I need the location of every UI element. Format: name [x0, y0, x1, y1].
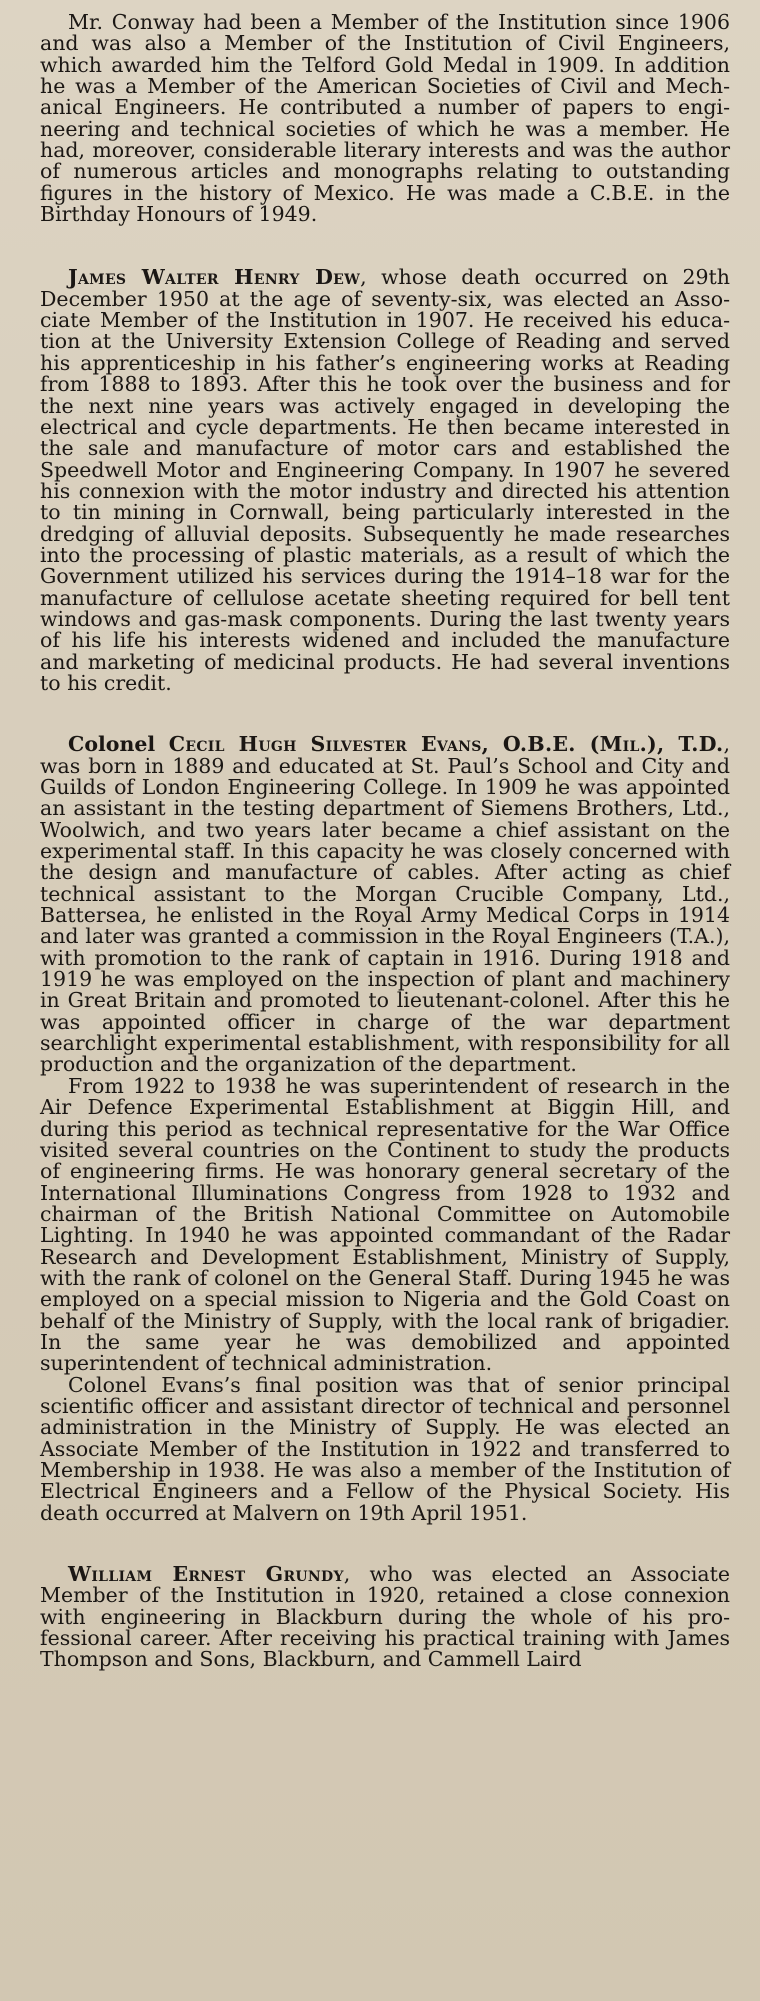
paragraph: [40, 267, 730, 694]
entry-separator: [40, 694, 730, 734]
text-column: [40, 12, 730, 1671]
paragraph: [40, 734, 730, 1076]
paragraph: [40, 1564, 730, 1671]
paragraph-text: , who was elected an Associate Member of the Institution in 1920, retained a close connexion with engineering in Blackburn during the whole of his professional career. After receiving his practical training with James Thompson and Sons, Blackburn, and Cammell Laird: [40, 1562, 731, 1672]
paragraph: [40, 12, 730, 225]
paragraph: [40, 1073, 730, 1376]
entry-separator: [40, 1524, 730, 1564]
paragraph-text: , whose death occurred on 29th December 1950 at the age of seventy-six, was elected an Associate Member of the Institution in 1907. He received his education at the University Extension College of Reading and served his apprenticeship in his father’s engineering works at Reading from 1888 to 1893. After this he took over the business and for the next nine years was actively engaged in developing the electrical and cycle departments. He then became interested in the sale and manufacture of motor cars and established the Speedwell Motor and Engineering Company. In 1907 he severed his connexion with the motor industry and directed his attention to tin mining in Cornwall, being particularly interested in the dredging of alluvial deposits. Subsequently he made researches into the processing of plastic materials, as a result of which the Government utilized his services during the 1914–18 war for the manufacture of cellulose acetate sheeting required for bell tent windows and gas-mask components. During the last twenty years of his life his interests widened and included the manufacture and marketing of medicinal products. He had several inventions to his credit.: [40, 265, 730, 695]
paragraph-text: Mr. Conway had been a Member of the Institution since 1906 and was also a Member of the Institution of Civil Engineers, which awarded him the Telford Gold Medal in 1909. In addition he was a Member of the American Societies of Civil and Mechanical Engineers. He contributed a number of papers to engineering and technical societies of which he was a member. He had, moreover, considerable literary interests and was the author of numerous articles and monographs relating to outstanding figures in the history of Mexico. He was made a C.B.E. in the Birthday Honours of 1949.: [40, 10, 730, 227]
paragraph-text: , was born in 1889 and educated at St. Paul’s School and City and Guilds of London Engineering College. In 1909 he was appointed an assistant in the testing department of Siemens Brothers, Ltd., Woolwich, and two years later became a chief assistant on the experimental staff. In this capacity he was closely concerned with the design and manufacture of cables. After acting as chief technical assistant to the Morgan Crucible Company, Ltd., Battersea, he enlisted in the Royal Army Medical Corps in 1914 and later was granted a commission in the Royal Engineers (T.A.), with promotion to the rank of captain in 1916. During 1918 and 1919 he was employed on the inspection of plant and machinery in Great Britain and promoted to lieutenant-colonel. After this he was appointed officer in charge of the war department searchlight experimental establishment, with responsibility for all production and the organization of the department.: [40, 732, 731, 1077]
entry-conway-continuation: [40, 12, 730, 225]
person-name: James Walter Henry Dew: [68, 265, 361, 290]
entry-dew: [40, 267, 730, 694]
entry-grundy: [40, 1564, 730, 1671]
paragraph: [40, 1372, 730, 1525]
paragraph-text: Colonel Evans’s final position was that of senior principal scientific officer and assistant director of technical and personnel administration in the Ministry of Supply. He was elected an Associate Member of the Institution in 1922 and transferred to Membership in 1938. He was also a member of the Institution of Electrical Engineers and a Fellow of the Physical Society. His death occurred at Malvern on 19th April 1951.: [40, 1372, 730, 1525]
paragraph-text: From 1922 to 1938 he was superintendent of research in the Air Defence Experimental Establishment at Biggin Hill, and during this period as technical representative for the War Office visited several countries on the Continent to study the products of engineering firms. He was honorary general secretary of the International Illuminations Congress from 1928 to 1932 and chairman of the British National Committee on Automobile Lighting. In 1940 he was appointed commandant of the Radar Research and Development Establishment, Ministry of Supply, with the rank of colonel on the General Staff. During 1945 he was employed on a special mission to Nigeria and the Gold Coast on behalf of the Ministry of Supply, with the local rank of brigadier. In the same year he was demobilized and appointed superintendent of technical administration.: [40, 1073, 730, 1376]
entry-separator: [40, 225, 730, 267]
title-prefix: Colonel: [68, 732, 169, 757]
entry-evans: [40, 734, 730, 1524]
person-name: Cecil Hugh Silvester Evans, O.B.E. (Mil.), T.D.: [168, 732, 724, 757]
person-name: William Ernest Grundy: [68, 1562, 344, 1587]
